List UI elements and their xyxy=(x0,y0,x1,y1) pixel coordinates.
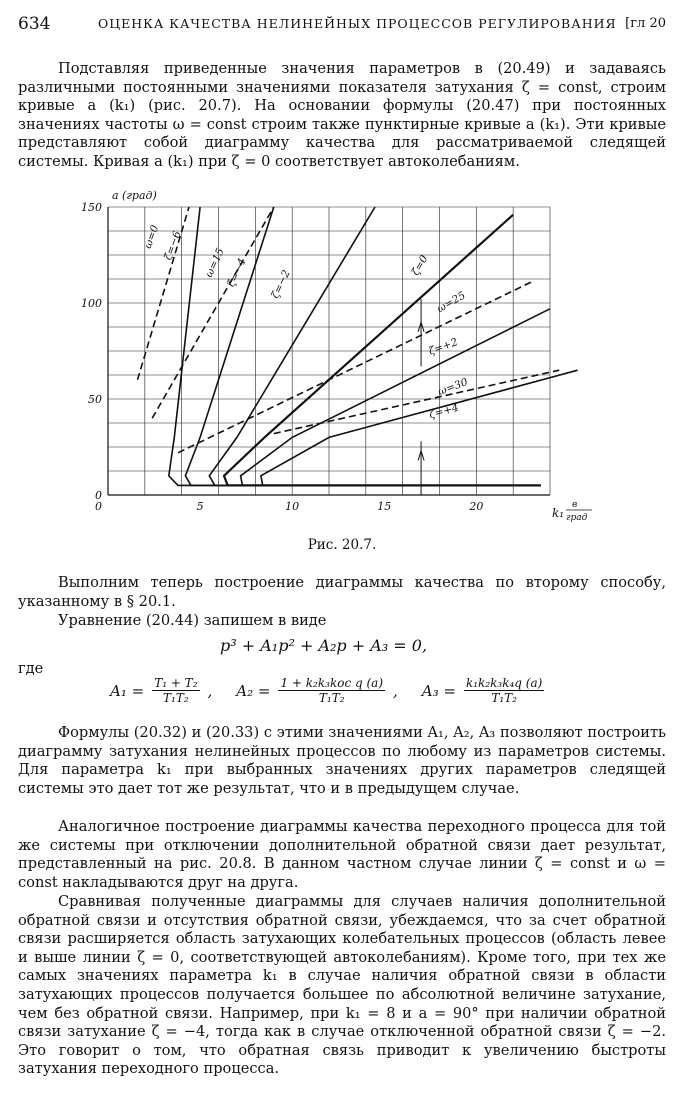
a1-sep: , xyxy=(207,681,213,700)
page-number: 634 xyxy=(18,14,51,34)
a3-numerator: k₁k₂k₃k₄q (a) xyxy=(465,676,543,690)
x-axis-label: k₁ xyxy=(552,506,565,520)
curve-label-zeta_m6: ζ=−6 xyxy=(162,229,184,262)
paragraph-6: Сравнивая полученные диаграммы для случаев наличия дополнительной обратной связи и отсутствия обратной связи, убеждаемся, что за счет обратной связи расширяется область затухающих колебательных процессов (область левее и выше линии ζ = 0, соответствующей автоколебаниям). Кроме того, при тех же самых значениях параметра k₁ в случае наличия обратной связи в области затухающих процессов получается большее по абсолютной величине затухание, чем без обратной связи. Например, при k₁ = 8 и a = 90° при наличии обратной связи затухание ζ = −4, тогда как в случае отключенной обратной связи ζ = −2. Это говорит о том, что обратная связь приводит к увеличению быстроты затухания переходного процесса. xyxy=(18,893,666,1078)
a1-fraction xyxy=(152,676,199,705)
x-tick-label: 10 xyxy=(285,500,300,513)
figure-20-7 xyxy=(80,185,610,530)
curve-ω=30 xyxy=(274,370,559,433)
x-unit-den: град xyxy=(566,513,588,523)
paragraph-5: Аналогичное построение диаграммы качества переходного процесса для той же системы при отключении дополнительной обратной связи дает результат, представленный на рис. 20.8. В данном частном случае линии ζ = const и ω = const накладываются друг на друга. xyxy=(18,818,666,891)
curve-ω=25 xyxy=(178,282,532,453)
curve-label-zeta0: ζ=0 xyxy=(409,253,431,278)
a1-lhs: A₁ = xyxy=(110,681,145,700)
a2-fraction xyxy=(278,676,385,705)
curve-label-zeta_m4: ζ=−4 xyxy=(225,256,249,289)
chapter-label: [гл 20 xyxy=(625,16,666,31)
chart-labels xyxy=(81,189,592,523)
curve-ζ=+4 xyxy=(261,370,578,485)
a3-fraction xyxy=(464,676,544,705)
paragraph-1: Подставляя приведенные значения параметров в (20.49) и задаваясь различными постоянными значениями показателя затухания ζ = const, строим кривые a (k₁) (рис. 20.7). На основании формулы (20.47) при постоянных значениях частоты ω = const строим также пунктирные кривые a (k₁). Эти кривые представляют собой диаграмму качества для рассматриваемой следящей системы. Кривая a (k₁) при ζ = 0 соответствует автоколебаниям. xyxy=(18,60,666,170)
a2-sep: , xyxy=(393,681,398,700)
a1-denominator: T₁T₂ xyxy=(163,691,189,705)
curve-ζ=−4 xyxy=(185,207,540,485)
curve-label-omega30: ω=30 xyxy=(436,376,470,398)
y-tick-label: 50 xyxy=(88,393,102,406)
characteristic-equation: p³ + A₁p² + A₂p + A₃ = 0, xyxy=(220,636,428,655)
curve-label-zeta_p2: ζ=+2 xyxy=(427,336,460,358)
curve-ζ=−6 xyxy=(169,207,541,485)
paragraph-4: Формулы (20.32) и (20.33) с этими значениями A₁, A₂, A₃ позволяют построить диаграмму затухания нелинейных процессов по любому из параметров системы. Для параметра k₁ при выбранных значениях других параметров следящей системы это дает тот же результат, что и в предыдущем случае. xyxy=(18,724,666,797)
curve-label-zeta_m2: ζ=−2 xyxy=(269,268,293,301)
curve-label-zeta_p4: ζ=+4 xyxy=(427,401,461,422)
curve-label-omega25: ω=25 xyxy=(435,289,468,316)
x-tick-label: 5 xyxy=(196,500,204,513)
paragraph-2: Выполним теперь построение диаграммы качества по второму способу, указанному в § 20.1. xyxy=(18,574,666,610)
curve-ζ=0 xyxy=(224,215,541,486)
a3-lhs: A₃ = xyxy=(421,681,456,700)
y-axis-label: a (град) xyxy=(112,189,157,202)
curve-ζ=+2 xyxy=(241,309,550,486)
a2-lhs: A₂ = xyxy=(236,681,271,700)
origin-label: 0 xyxy=(95,500,102,513)
y-tick-label: 100 xyxy=(81,297,102,310)
x-tick-label: 20 xyxy=(469,500,484,513)
x-tick-label: 15 xyxy=(377,500,392,513)
a2-numerator: 1 + k₂k₃kос q (a) xyxy=(280,676,383,690)
running-title: ОЦЕНКА КАЧЕСТВА НЕЛИНЕЙНЫХ ПРОЦЕССОВ РЕГУЛИРОВАНИЯ xyxy=(98,16,617,31)
figure-caption: Рис. 20.7. xyxy=(307,537,377,553)
where-label: где xyxy=(18,660,44,677)
y-tick-label: 0 xyxy=(95,489,102,502)
page-header xyxy=(18,14,666,34)
coefficients-row xyxy=(110,676,544,705)
paragraph-3: Уравнение (20.44) запишем в виде xyxy=(58,612,327,629)
curve-label-omega0: ω=0 xyxy=(141,223,162,251)
y-tick-label: 150 xyxy=(81,201,102,214)
x-unit-num: в xyxy=(572,500,578,510)
a1-numerator: T₁ + T₂ xyxy=(154,676,198,690)
a3-denominator: T₁T₂ xyxy=(491,691,517,705)
curve-label-omega15: ω=15 xyxy=(202,246,227,280)
a2-denominator: T₁T₂ xyxy=(318,691,345,705)
